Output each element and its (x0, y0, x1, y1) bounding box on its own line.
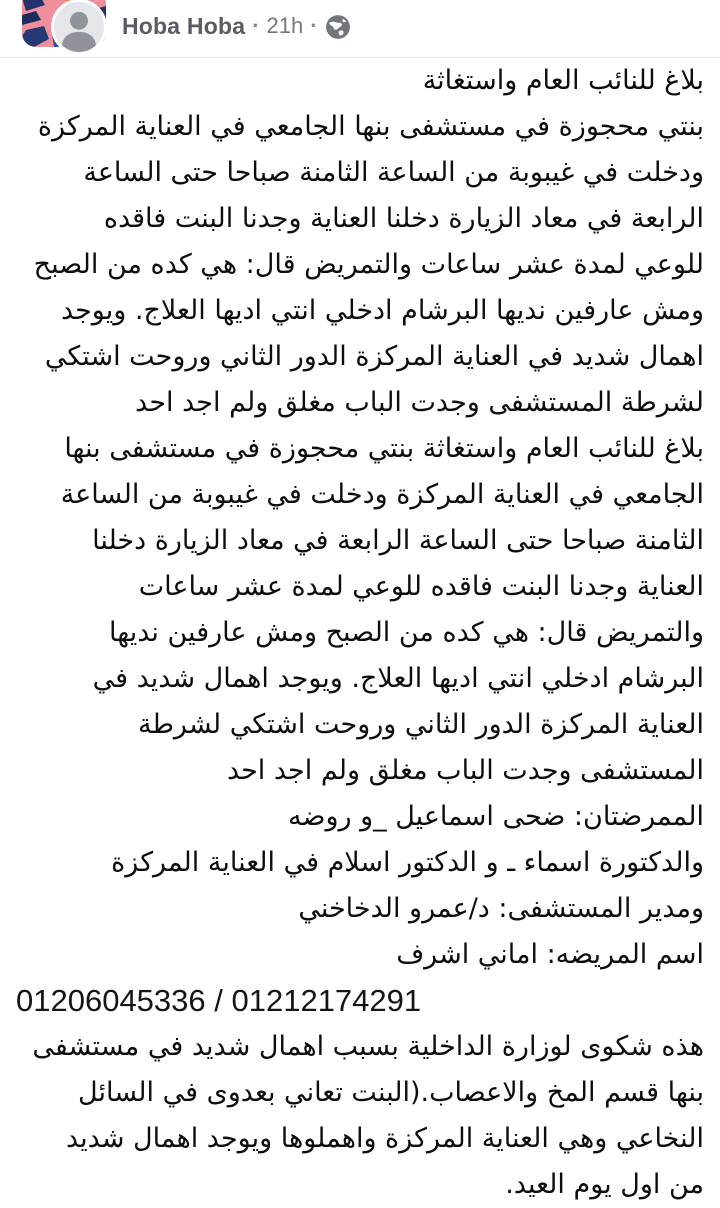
post-text-line: ومدير المستشفى: د/عمرو الدخاخني (298, 893, 704, 924)
post-text-line: بنها قسم المخ والاعصاب.(البنت تعاني بعدوى في السائل (78, 1077, 704, 1108)
post-text-line: ودخلت في غيبوبة من الساعة الثامنة صباحا حتى الساعة (83, 157, 704, 188)
post-text-line: العناية وجدنا البنت فاقده للوعي لمدة عشر ساعات (138, 571, 704, 602)
post-text-line: الثامنة صباحا حتى الساعة الرابعة في معاد الزيارة دخلنا (92, 525, 704, 556)
post-text-line: والدكتورة اسماء ـ و الدكتور اسلام في العناية المركزة (111, 847, 704, 878)
post-text-line: لشرطة المستشفى وجدت الباب مغلق ولم اجد احد (135, 387, 704, 418)
post-text-line: اسم المريضه: اماني اشرف (396, 939, 704, 970)
post-text-line: هذه شكوى لوزارة الداخلية بسبب اهمال شديد في مستشفى (32, 1031, 704, 1062)
meta-separator-dot: · (310, 13, 318, 38)
post-text-line: البرشام ادخلي انتي اديها العلاج. ويوجد اهمال شديد في (92, 663, 704, 694)
globe-public-icon (325, 14, 351, 40)
post-text-line: اهمال شديد في العناية المركزة الدور الثاني وروحت اشتكي (44, 341, 704, 372)
meta-separator-dot: · (252, 13, 260, 38)
post-text-line: الجامعي في العناية المركزة ودخلت في غيبوبة من الساعة (60, 479, 704, 510)
person-silhouette-icon (54, 2, 104, 52)
post-text-line: بنتي محجوزة في مستشفى بنها الجامعي في العناية المركزة (37, 111, 704, 142)
post-text-line: العناية المركزة الدور الثاني وروحت اشتكي لشرطة (137, 709, 704, 740)
post-text-line: للوعي لمدة عشر ساعات والتمريض قال: هي كده من الصبح (33, 249, 704, 280)
post-header (0, 0, 720, 57)
post-text-line: ومش عارفين نديها البرشام ادخلي انتي اديها العلاج. ويوجد (60, 295, 704, 326)
timestamp[interactable]: 21h (266, 13, 304, 38)
phone-numbers: 01206045336 / 01212174291 (16, 983, 422, 1018)
post-text-line: الممرضتان: ضحى اسماعيل _و روضه (288, 801, 704, 832)
post-text-line: بلاغ للنائب العام واستغاثة (422, 65, 704, 96)
author-name[interactable]: Hoba Hoba (122, 12, 246, 39)
post-text-line: النخاعي وهي العناية المركزة واهملوها ويوجد اهمال شديد (65, 1123, 704, 1154)
header-meta (122, 0, 351, 52)
post-text-line: بلاغ للنائب العام واستغاثة بنتي محجوزة في مستشفى بنها (64, 433, 704, 464)
post-text (0, 58, 720, 1208)
post-text-line: المستشفى وجدت الباب مغلق ولم اجد احد (226, 755, 704, 786)
avatar[interactable] (51, 0, 107, 55)
post-text-line: والتمريض قال: هي كده من الصبح ومش عارفين نديها (109, 617, 704, 648)
post-text-line: الرابعة في معاد الزيارة دخلنا العناية وجدنا البنت فاقده (103, 203, 704, 234)
post-text-line: من اول يوم العيد. (505, 1169, 704, 1200)
